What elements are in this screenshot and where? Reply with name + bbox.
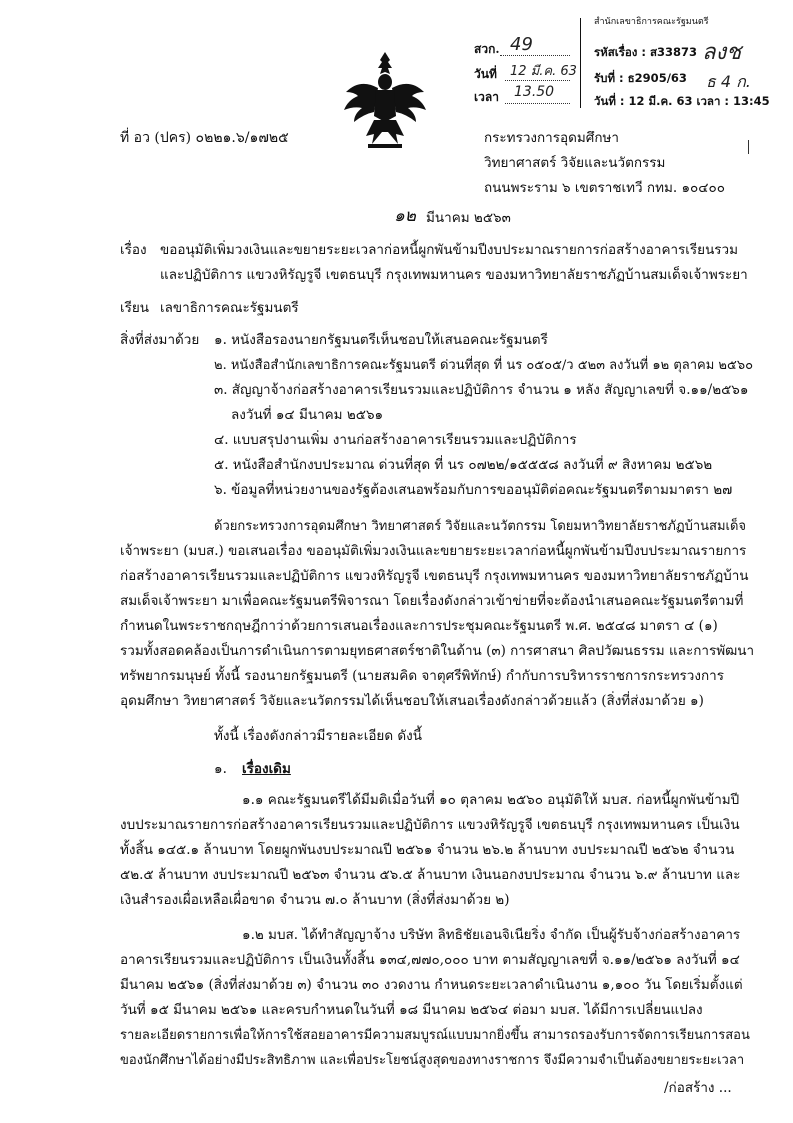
section1-number: ๑. bbox=[214, 761, 227, 777]
stamp-no-value: 49 bbox=[510, 34, 533, 55]
para-1-2-line: วันที่ ๑๕ มีนาคม ๒๕๖๑ และครบกำหนดในวันที่ ๑๘ มีนาคม ๒๕๖๔ ต่อมา มบส. ได้มีการเปลี่ยนแปลง bbox=[120, 1002, 703, 1018]
enclosure-item: ๒. หนังสือสำนักเลขาธิการคณะรัฐมนตรี ด่วนที่สุด ที่ นร ๐๕๐๕/ว ๕๒๓ ลงวันที่ ๑๒ ตุลาคม ๒๕๖๐ bbox=[214, 358, 754, 373]
sender-line-2: วิทยาศาสตร์ วิจัยและนวัตกรรม bbox=[484, 155, 666, 171]
stamp-no-label: สวก. bbox=[474, 42, 500, 56]
para-1-2-line: รายละเอียดรายการเพื่อให้การใช้สอยอาคารมีความสมบูรณ์แบบมากยิ่งขึ้น สามารถรองรับการจัดการเรียนการสอน bbox=[120, 1028, 750, 1043]
para1-line: อุดมศึกษา วิทยาศาสตร์ วิจัยและนวัตกรรมได้เห็นชอบให้เสนอเรื่องดังกล่าวด้วยแล้ว (สิ่งที่ส่งมาด้วย ๑) bbox=[120, 693, 704, 709]
subject-label: เรื่อง bbox=[120, 242, 147, 258]
para1-line: ก่อสร้างอาคารเรียนรวมและปฏิบัติการ แขวงหิรัญรูจี เขตธนบุรี กรุงเทพมหานคร ของมหาวิทยาลัยราชภัฏบ้าน bbox=[120, 568, 749, 584]
enclosures-label: สิ่งที่ส่งมาด้วย bbox=[120, 332, 200, 348]
stamp-received-date: วันที่ : 12 มี.ค. 63 เวลา : 13:45 bbox=[594, 94, 770, 108]
enclosure-item: ๕. หนังสือสำนักงบประมาณ ด่วนที่สุด ที่ นร ๐๗๒๒/๑๕๕๕๘ ลงวันที่ ๙ สิงหาคม ๒๕๖๒ bbox=[214, 457, 713, 473]
para1-line: ด้วยกระทรวงการอุดมศึกษา วิทยาศาสตร์ วิจัยและนวัตกรรม โดยมหาวิทยาลัยราชภัฏบ้านสมเด็จ bbox=[214, 519, 747, 534]
sender-line-1: กระทรวงการอุดมศึกษา bbox=[484, 130, 619, 146]
para-1-1-line: ๕๒.๕ ล้านบาท งบประมาณปี ๒๕๖๓ จำนวน ๕๖.๕ ล้านบาท เงินนอกงบประมาณ จำนวน ๖.๙ ล้านบาท และ bbox=[120, 867, 741, 883]
continuation-marker: /ก่อสร้าง ... bbox=[664, 1080, 732, 1096]
para-1-2-line: ๑.๒ มบส. ได้ทำสัญญาจ้าง บริษัท ลิทธิชัยเอนจิเนียริ่ง จำกัด เป็นผู้รับจ้างก่อสร้างอาคาร bbox=[242, 927, 741, 943]
subject-line-2: และปฏิบัติการ แขวงหิรัญรูจี เขตธนบุรี กรุงเทพมหานคร ของมหาวิทยาลัยราชภัฏบ้านสมเด็จเจ้าพระยา bbox=[160, 267, 748, 283]
date-day: ๑๒ bbox=[394, 206, 416, 226]
enclosure-item: ๓. สัญญาจ้างก่อสร้างอาคารเรียนรวมและปฏิบัติการ จำนวน ๑ หลัง สัญญาเลขที่ จ.๑๑/๒๕๖๑ bbox=[214, 382, 749, 398]
enclosure-item: ๑. หนังสือรองนายกรัฐมนตรีเห็นชอบให้เสนอคณะรัฐมนตรี bbox=[214, 332, 548, 348]
to-value: เลขาธิการคณะรัฐมนตรี bbox=[160, 300, 299, 316]
para-1-1-line: ทั้งสิ้น ๑๔๕.๑ ล้านบาท โดยผูกพันงบประมาณปี ๒๕๖๑ จำนวน ๒๖.๒ ล้านบาท งบประมาณปี ๒๕๖๒ จำนวน bbox=[120, 842, 735, 858]
enclosure-item: ลงวันที่ ๑๔ มีนาคม ๒๕๖๑ bbox=[231, 407, 384, 423]
para1-line: สมเด็จเจ้าพระยา มาเพื่อคณะรัฐมนตรีพิจารณา โดยเรื่องดังกล่าวเข้าข่ายที่จะต้องนำเสนอคณะรัฐมนตรีตามที่ bbox=[120, 593, 744, 609]
stamp-date-label: วันที่ bbox=[474, 67, 497, 81]
stamp-time-label: เวลา bbox=[474, 90, 499, 104]
para-1-1-line: เงินสำรองเผื่อเหลือเผื่อขาด จำนวน ๗.๐ ล้านบาท (สิ่งที่ส่งมาด้วย ๒) bbox=[120, 892, 510, 908]
enclosure-item: ๖. ข้อมูลที่หน่วยงานของรัฐต้องเสนอพร้อมกับการขออนุมัติต่อคณะรัฐมนตรีตามมาตรา ๒๗ bbox=[214, 482, 733, 498]
para-1-1-line: งบประมาณรายการก่อสร้างอาคารเรียนรวมและปฏิบัติการ แขวงหิรัญรูจี เขตธนบุรี กรุงเทพมหานคร เป็นเงิน bbox=[120, 817, 740, 833]
document-number: ที่ อว (ปคร) ๐๒๒๑.๖/๑๗๒๕ bbox=[120, 130, 289, 146]
enclosure-item: ๔. แบบสรุปงานเพิ่ม งานก่อสร้างอาคารเรียนรวมและปฏิบัติการ bbox=[214, 432, 577, 448]
stamp-divider bbox=[580, 18, 581, 108]
para1-line: เจ้าพระยา (มบส.) ขอเสนอเรื่อง ขออนุมัติเพิ่มวงเงินและขยายระยะเวลาก่อหนี้ผูกพันข้ามปีงบประมาณรายการ bbox=[120, 543, 747, 559]
stamp-date-value: 12 มี.ค. 63 bbox=[510, 64, 577, 79]
stamp-received-no: รับที่ : ธ2905/63 bbox=[594, 71, 687, 85]
stamp-handwritten-1: ลงช bbox=[702, 40, 742, 65]
section1-title: เรื่องเดิม bbox=[242, 761, 291, 777]
stamp-subject-code: รหัสเรื่อง : ส33873 bbox=[594, 45, 698, 59]
para-1-2-line: อาคารเรียนรวมและปฏิบัติการ เป็นเงินทั้งสิ้น ๑๓๔,๗๗๐,๐๐๐ บาท ตามสัญญาเลขที่ จ.๑๑/๒๕๖๑ ลงวันที่ ๑๔ bbox=[120, 952, 740, 968]
date-month-year: มีนาคม ๒๕๖๓ bbox=[426, 210, 511, 226]
para-1-2-line: ของนักศึกษาได้อย่างมีประสิทธิภาพ และเพื่อประโยชน์สูงสุดของทางราชการ จึงมีความจำเป็นต้องขยายระยะเวลา bbox=[120, 1053, 745, 1068]
margin-mark bbox=[748, 140, 749, 154]
para-1-1-line: ๑.๑ คณะรัฐมนตรีได้มีมติเมื่อวันที่ ๑๐ ตุลาคม ๒๕๖๐ อนุมัติให้ มบส. ก่อหนี้ผูกพันข้ามปี bbox=[242, 792, 740, 808]
garuda-emblem-icon bbox=[340, 48, 430, 152]
para2: ทั้งนี้ เรื่องดังกล่าวมีรายละเอียด ดังนี้ bbox=[214, 728, 422, 744]
stamp-right-top: สำนักเลขาธิการคณะรัฐมนตรี bbox=[594, 17, 709, 27]
para1-line: กำหนดในพระราชกฤษฎีกาว่าด้วยการเสนอเรื่องและการประชุมคณะรัฐมนตรี พ.ศ. ๒๕๔๘ มาตรา ๔ (๑) bbox=[120, 618, 718, 634]
stamp-handwritten-2: ธ 4 ก. bbox=[706, 72, 751, 91]
sender-line-3: ถนนพระราม ๖ เขตราชเทวี กทม. ๑๐๔๐๐ bbox=[484, 180, 725, 196]
para-1-2-line: มีนาคม ๒๕๖๑ (สิ่งที่ส่งมาด้วย ๓) จำนวน ๓๐ งวดงาน กำหนดระยะเวลาดำเนินงาน ๑,๑๐๐ วัน โดยเริ่มตั้งแต่ bbox=[120, 977, 743, 993]
subject-line-1: ขออนุมัติเพิ่มวงเงินและขยายระยะเวลาก่อหนี้ผูกพันข้ามปีงบประมาณรายการก่อสร้างอาคารเรียนรวม bbox=[160, 242, 739, 258]
para1-line: รวมทั้งสอดคล้องเป็นการดำเนินการตามยุทธศาสตร์ชาติในด้าน (๓) การศาสนา ศิลปวัฒนธรรม และการพัฒนา bbox=[120, 643, 755, 659]
to-label: เรียน bbox=[120, 300, 150, 316]
stamp-time-value: 13.50 bbox=[514, 84, 555, 100]
para1-line: ทรัพยากรมนุษย์ ทั้งนี้ รองนายกรัฐมนตรี (นายสมคิด จาตุศรีพิทักษ์) กำกับการบริหารราชการกระทรวงการ bbox=[120, 668, 724, 684]
